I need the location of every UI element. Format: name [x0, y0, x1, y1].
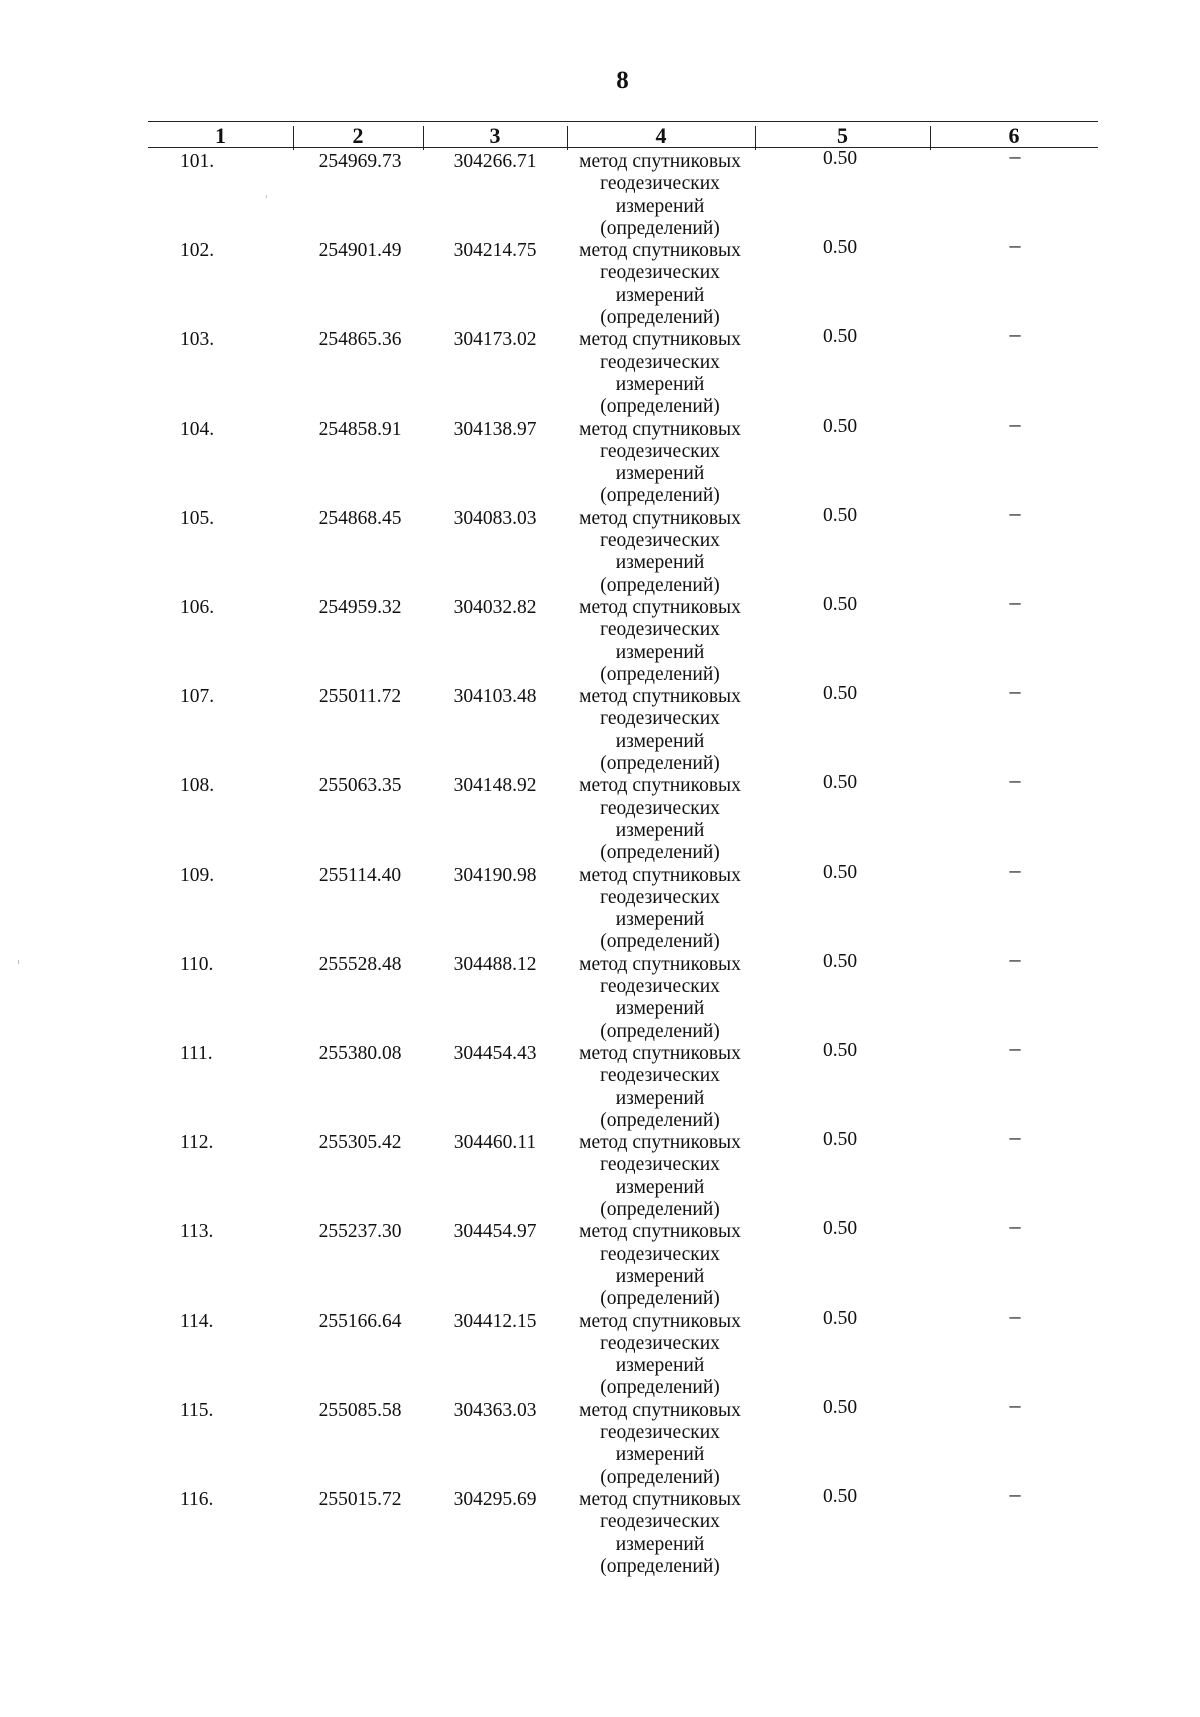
method-line: (определений)	[600, 842, 720, 864]
table-row	[0, 410, 1200, 508]
note-dash: –	[1009, 589, 1021, 614]
method-line: геодезических	[600, 530, 720, 552]
coordinate-x: 255063.35	[318, 775, 402, 797]
table-row	[0, 1481, 1200, 1578]
point-number: 115.	[180, 1399, 214, 1421]
accuracy-value: 0.50	[822, 148, 858, 169]
coordinate-y: 304363.03	[453, 1399, 537, 1421]
accuracy-value: 0.50	[822, 950, 858, 972]
point-number: 110.	[180, 953, 214, 975]
coordinate-y: 304138.97	[453, 418, 537, 440]
method-line: метод спутниковых	[579, 686, 741, 708]
method-line: геодезических	[600, 440, 720, 462]
coordinate-x: 255015.72	[318, 1489, 402, 1510]
coordinate-y: 304148.92	[453, 775, 537, 797]
table-row	[0, 499, 1200, 597]
accuracy-value: 0.50	[822, 504, 858, 526]
coordinate-y: 304488.12	[453, 953, 537, 975]
method-line: геодезических	[600, 351, 720, 373]
method-description	[560, 1132, 760, 1221]
method-description	[560, 1221, 760, 1310]
header-col-2: 2	[352, 123, 364, 148]
table-row	[0, 767, 1200, 864]
method-line: измерений	[615, 1355, 705, 1377]
method-line: (определений)	[600, 931, 720, 953]
method-line: геодезических	[600, 262, 720, 284]
accuracy-value: 0.50	[822, 1307, 858, 1329]
method-line: геодезических	[600, 1154, 720, 1176]
table-row	[0, 1213, 1200, 1310]
method-line: (определений)	[600, 1020, 720, 1042]
method-line: геодезических	[600, 619, 720, 641]
method-line: метод спутниковых	[579, 953, 741, 975]
method-line: (определений)	[600, 485, 720, 507]
coordinate-x: 255114.40	[318, 864, 402, 886]
method-line: измерений	[615, 1087, 705, 1109]
note-dash: –	[1009, 1035, 1021, 1060]
accuracy-value: 0.50	[822, 1129, 858, 1151]
header-col-5: 5	[837, 123, 848, 148]
coordinate-y: 304103.48	[453, 686, 537, 708]
point-number: 104.	[180, 418, 215, 440]
coordinate-y: 304460.11	[453, 1132, 537, 1154]
coordinate-y: 304295.69	[453, 1489, 537, 1510]
method-line: (определений)	[600, 396, 720, 418]
method-line: (определений)	[600, 1555, 720, 1577]
coordinate-x: 255237.30	[318, 1221, 402, 1243]
point-number: 102.	[180, 240, 215, 262]
method-description	[560, 954, 760, 1043]
point-number: 109.	[180, 864, 215, 886]
method-line: измерений	[615, 909, 705, 931]
accuracy-value: 0.50	[822, 772, 858, 794]
table-row	[0, 143, 1200, 240]
method-line: измерений	[615, 1265, 705, 1287]
method-line: геодезических	[600, 1065, 720, 1087]
table-row	[0, 856, 1200, 954]
note-dash: –	[1009, 1213, 1021, 1239]
method-line: метод спутниковых	[579, 1310, 741, 1332]
accuracy-value: 0.50	[822, 1040, 858, 1061]
method-line: измерений	[615, 195, 705, 217]
note-dash: –	[1009, 767, 1021, 793]
method-line: измерений	[615, 552, 705, 574]
coordinate-y: 304083.03	[453, 507, 537, 529]
table-row	[0, 945, 1200, 1043]
coordinate-y: 304454.43	[453, 1043, 537, 1064]
point-number: 112.	[180, 1132, 214, 1154]
method-line: геодезических	[600, 976, 720, 998]
method-line: метод спутниковых	[579, 597, 741, 618]
table-row	[0, 321, 1200, 418]
coordinate-x: 254969.73	[318, 151, 402, 172]
method-line: (определений)	[600, 1377, 720, 1399]
header-col-4: 4	[655, 123, 667, 148]
coordinate-x: 255011.72	[318, 686, 402, 708]
point-number: 116.	[180, 1489, 214, 1510]
method-line: измерений	[615, 819, 705, 841]
coordinate-x: 255305.42	[318, 1132, 402, 1154]
method-description	[560, 329, 760, 418]
note-dash: –	[1009, 232, 1021, 258]
point-number: 106.	[180, 597, 215, 618]
method-line: геодезических	[600, 886, 720, 908]
method-line: метод спутниковых	[579, 1489, 741, 1510]
coordinate-y: 304266.71	[453, 151, 537, 172]
page-number: 8	[616, 67, 629, 94]
method-line: (определений)	[600, 753, 720, 775]
method-description	[560, 151, 760, 240]
note-dash: –	[1009, 945, 1021, 971]
note-dash: –	[1009, 1302, 1021, 1328]
method-line: измерений	[615, 1444, 705, 1466]
method-description	[560, 508, 760, 597]
method-line: геодезических	[600, 173, 720, 195]
note-dash: –	[1009, 1481, 1021, 1506]
method-line: метод спутниковых	[579, 418, 741, 440]
coordinate-x: 255085.58	[318, 1399, 402, 1421]
table-row	[0, 589, 1200, 686]
coordinate-x: 254901.49	[318, 240, 402, 262]
method-description	[560, 686, 760, 775]
header-col-1: 1	[215, 123, 226, 148]
point-number: 107.	[180, 686, 215, 708]
point-number: 114.	[180, 1310, 214, 1332]
point-number: 105.	[180, 507, 215, 529]
method-description	[560, 1400, 760, 1489]
note-dash: –	[1009, 410, 1021, 436]
note-dash: –	[1009, 1391, 1021, 1417]
coordinate-y: 304173.02	[453, 329, 537, 351]
scan-speck	[266, 195, 267, 198]
header-col-6: 6	[1008, 123, 1020, 148]
method-line: геодезических	[600, 708, 720, 730]
table-row	[0, 1391, 1200, 1489]
method-line: измерений	[615, 998, 705, 1020]
coordinate-y: 304214.75	[453, 240, 537, 262]
method-line: (определений)	[600, 663, 720, 685]
method-description	[560, 597, 760, 686]
coordinate-x: 255528.48	[318, 953, 402, 975]
method-line: (определений)	[600, 574, 720, 596]
accuracy-value: 0.50	[822, 1486, 858, 1507]
note-dash: –	[1009, 499, 1021, 525]
accuracy-value: 0.50	[822, 1218, 858, 1240]
method-line: (определений)	[600, 1109, 720, 1131]
scan-speck	[18, 960, 19, 964]
table-row	[0, 678, 1200, 775]
method-line: метод спутниковых	[579, 240, 741, 262]
method-line: метод спутниковых	[579, 1132, 741, 1154]
coordinate-x: 254868.45	[318, 507, 402, 529]
method-line: метод спутниковых	[579, 1399, 741, 1421]
point-number: 108.	[180, 775, 215, 797]
method-description	[560, 1311, 760, 1400]
method-line: геодезических	[600, 797, 720, 819]
coordinate-x: 254865.36	[318, 329, 402, 351]
point-number: 113.	[180, 1221, 214, 1243]
table-top-rule	[148, 121, 1098, 122]
note-dash: –	[1009, 678, 1021, 704]
method-line: (определений)	[600, 1466, 720, 1488]
method-description	[560, 775, 760, 864]
note-dash: –	[1009, 856, 1021, 882]
method-line: метод спутниковых	[579, 1043, 741, 1064]
coordinate-y: 304454.97	[453, 1221, 537, 1243]
coordinate-y: 304032.82	[453, 597, 537, 618]
table-row	[0, 1302, 1200, 1400]
method-description	[560, 1043, 760, 1132]
method-line: измерений	[615, 284, 705, 306]
method-description	[560, 865, 760, 954]
accuracy-value: 0.50	[822, 1396, 858, 1418]
method-line: геодезических	[600, 1243, 720, 1265]
method-line: геодезических	[600, 1332, 720, 1354]
method-line: (определений)	[600, 217, 720, 239]
accuracy-value: 0.50	[822, 861, 858, 883]
point-number: 111.	[180, 1043, 213, 1064]
table-row	[0, 232, 1200, 329]
method-line: измерений	[615, 373, 705, 395]
point-number: 101.	[180, 151, 215, 172]
method-line: измерений	[615, 463, 705, 485]
method-line: метод спутниковых	[579, 775, 741, 797]
coordinate-y: 304190.98	[453, 864, 537, 886]
method-line: геодезических	[600, 1422, 720, 1444]
coordinate-x: 255166.64	[318, 1310, 402, 1332]
table-row	[0, 1124, 1200, 1221]
method-line: метод спутниковых	[579, 507, 741, 529]
note-dash: –	[1009, 1124, 1021, 1150]
accuracy-value: 0.50	[822, 594, 858, 615]
method-line: метод спутниковых	[579, 151, 741, 172]
coordinate-y: 304412.15	[453, 1310, 537, 1332]
coordinate-x: 255380.08	[318, 1043, 402, 1064]
note-dash: –	[1009, 321, 1021, 347]
point-number: 103.	[180, 329, 215, 351]
table-row	[0, 1035, 1200, 1132]
accuracy-value: 0.50	[822, 237, 858, 259]
method-line: измерений	[615, 1176, 705, 1198]
header-col-3: 3	[489, 123, 501, 148]
method-line: измерений	[615, 730, 705, 752]
method-line: (определений)	[600, 1288, 720, 1310]
method-line: метод спутниковых	[579, 864, 741, 886]
method-line: (определений)	[600, 1199, 720, 1221]
method-description	[560, 1489, 760, 1578]
method-description	[560, 419, 760, 508]
method-line: метод спутниковых	[579, 329, 741, 351]
accuracy-value: 0.50	[822, 415, 858, 437]
accuracy-value: 0.50	[822, 683, 858, 705]
method-line: геодезических	[600, 1511, 720, 1533]
coordinate-x: 254858.91	[318, 418, 402, 440]
method-line: измерений	[615, 641, 705, 663]
method-line: метод спутниковых	[579, 1221, 741, 1243]
note-dash: –	[1009, 143, 1021, 168]
accuracy-value: 0.50	[822, 326, 858, 348]
coordinate-x: 254959.32	[318, 597, 402, 618]
method-description	[560, 240, 760, 329]
method-line: (определений)	[600, 307, 720, 329]
method-line: измерений	[615, 1533, 705, 1555]
